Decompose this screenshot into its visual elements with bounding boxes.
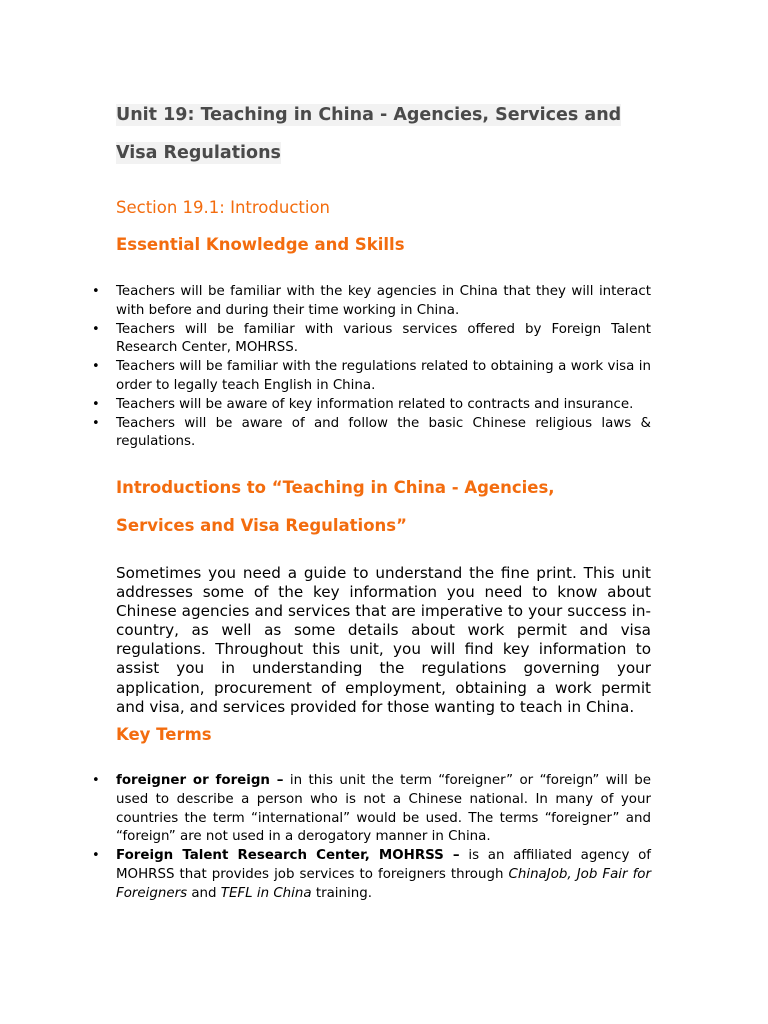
essential-list [116,283,651,452]
list-item: • Teachers will be aware of key information related to contracts and insurance. [116,396,651,415]
list-item: • Teachers will be aware of and follow the basic Chinese religious laws & regulations. [116,415,651,453]
intro-heading-line1: Introductions to “Teaching in China - Agencies, [116,478,555,497]
unit-title [116,96,651,172]
key-term-program-name: TEFL in China [220,885,312,901]
section-title: Section 19.1: Introduction [116,198,331,217]
key-term-connector: and [187,885,221,901]
unit-title-text: Unit 19: Teaching in China - Agencies, Services and Visa Regulations [116,105,622,163]
key-term-name: Foreign Talent Research Center, MOHRSS – [116,848,460,864]
list-item: • Teachers will be familiar with the key agencies in China that they will interact with before and during their time working in China. [116,283,651,321]
key-term-item [116,772,651,847]
key-terms-list [116,772,651,904]
intro-paragraph: Sometimes you need a guide to understand the fine print. This unit addresses some of the key information you need to know about Chinese agencies and services that are imperative to your success in-country, as well as some details about work permit and visa regulations. Throughout this unit, you will find key information to assist you in understanding the regulations governing your application, procurement of employment, obtaining a work permit and visa, and services provided for those wanting to teach in China. [116,564,651,716]
essential-heading: Essential Knowledge and Skills [116,235,405,254]
key-term-name: foreigner or foreign – [116,773,284,788]
list-item: • Teachers will be familiar with the regulations related to obtaining a work visa in order to legally teach English in China. [116,358,651,396]
key-term-service-names: ChinaJob, Job Fair for Foreigners [116,866,651,901]
intro-heading-line2: Services and Visa Regulations” [116,516,407,535]
key-terms-heading: Key Terms [116,725,212,744]
key-term-definition: in this unit the term “foreigner” or “foreign” will be used to describe a person who is not a Chinese national. In many of your countries the term “international” would be used. The terms “foreigner” and “foreign” are not used in a derogatory manner in China. [116,773,651,845]
list-item: • Teachers will be familiar with various services offered by Foreign Talent Research Center, MOHRSS. [116,321,651,359]
key-term-definition-end: training. [311,885,372,901]
key-term-item [116,847,651,903]
key-term-definition: is an affiliated agency of MOHRSS that provides job services to foreigners through [116,848,651,882]
